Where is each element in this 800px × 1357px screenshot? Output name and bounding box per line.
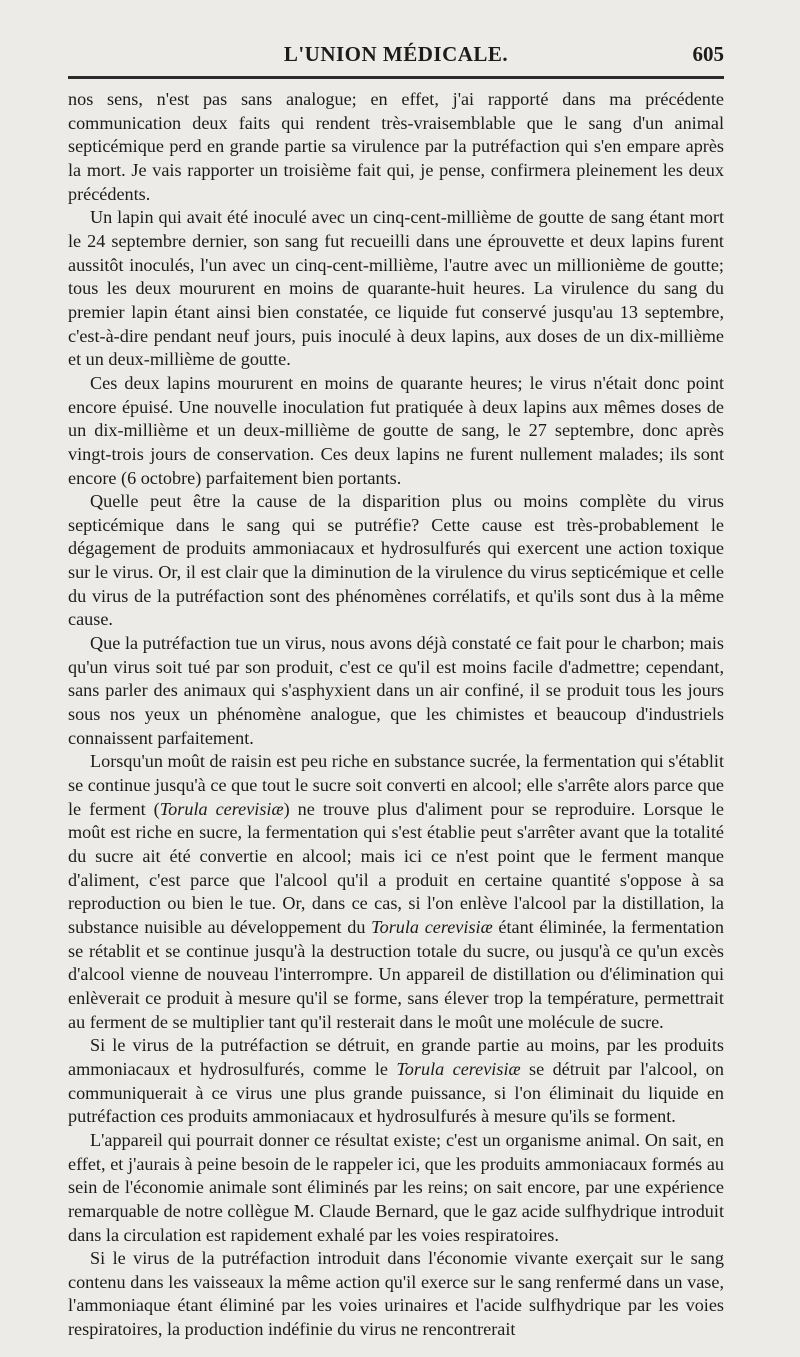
paragraph-8 <box>68 1129 724 1247</box>
text-run: Quelle peut être la cause de la disparition plus ou moins complète du virus septicémique dans le sang qui se putréfie? Cette cause est très-probablement le dégagement de produits ammoniacaux et hydrosulfurés qui exercent une action toxique sur le virus. Or, il est clair que la diminution de la virulence du virus septicémique et celle du virus de la putréfaction sont des phénomènes corrélatifs, et qu'ils sont dus à la même cause. <box>68 491 724 630</box>
text-run: nos sens, n'est pas sans analogue; en effet, j'ai rapporté dans ma précédente communication deux faits qui rendent très-vraisemblable que le sang d'un animal septicémique perd en grande partie sa virulence par la putréfaction qui s'en empare après la mort. Je vais rapporter un troisième fait qui, je pense, confirmera pleinement les deux précédents. <box>68 89 724 204</box>
species-name-italic: Torula cerevisiæ <box>396 1058 521 1079</box>
paragraph-7 <box>68 1034 724 1129</box>
text-run: Un lapin qui avait été inoculé avec un cinq-cent-millième de goutte de sang étant mort le 24 septembre dernier, son sang fut recueilli dans une éprouvette et deux lapins furent aussitôt inoculés, l'un avec un cinq-cent-millième, l'autre avec un millionième de goutte; tous les deux moururent en moins de quarante-huit heures. La virulence du sang du premier lapin étant ainsi bien constatée, ce liquide fut conservé jusqu'au 13 septembre, c'est-à-dire pendant neuf jours, puis inoculé à deux lapins, aux doses de un dix-millième et un deux-millième de goutte. <box>68 207 724 370</box>
page-header <box>68 42 724 72</box>
text-run: se détruit par l'alcool, on communiquerait à ce virus une plus grande puissance, si l'on éliminait du liquide en putréfaction ces produits ammoniacaux et hydrosulfurés à mesure qu'ils se forment. <box>68 1058 724 1127</box>
text-run: Que la putréfaction tue un virus, nous avons déjà constaté ce fait pour le charbon; mais qu'un virus soit tué par son produit, c'est ce qu'il est moins facile d'admettre; cependant, sans parler des animaux qui s'asphyxient dans un air confiné, il se produit tous les jours sous nos yeux un phénomène analogue, que les chimistes et beaucoup d'industriels connaissent parfaitement. <box>68 633 724 748</box>
paragraph-6 <box>68 750 724 1034</box>
species-name-italic: Torula cerevisiæ <box>371 916 493 937</box>
header-rule <box>68 76 724 79</box>
text-run: L'appareil qui pourrait donner ce résultat existe; c'est un organisme animal. On sait, en effet, et j'aurais à peine besoin de le rappeler ici, que les produits ammoniacaux formés au sein de l'économie animale sont éliminés par les reins; on sait encore, par une expérience remarquable de notre collègue M. Claude Bernard, que le gaz acide sulfhydrique introduit dans la circulation est rapidement exhalé par les voies respiratoires. <box>68 1129 724 1245</box>
paragraph-1 <box>68 88 724 206</box>
paragraph-3 <box>68 372 724 490</box>
text-run: étant éliminée, la fermentation se rétablit et se continue jusqu'à la destruction totale du sucre, ou jusqu'à ce qu'un excès d'alcool vienne de nouveau l'interrompre. Un appareil de distillation ou d'élimination qui enlèverait ce produit à mesure qu'il se forme, sans élever trop la température, permettrait au ferment de se multiplier tant qu'il resterait dans le moût une molécule de sucre. <box>68 916 724 1032</box>
paragraph-2 <box>68 206 724 372</box>
text-run: Lorsqu'un moût de raisin est peu riche en substance sucrée, la fermentation qui s'établit se continue jusqu'à ce que tout le sucre soit converti en alcool; elle s'arrête alors parce que le ferment ( <box>68 751 724 819</box>
paragraph-9 <box>68 1247 724 1342</box>
species-name-italic: Torula cerevisiæ <box>159 798 284 819</box>
running-title: L'UNION MÉDICALE. <box>283 42 509 66</box>
body-text <box>68 88 724 1342</box>
text-run: Si le virus de la putréfaction introduit dans l'économie vivante exerçait sur le sang contenu dans les vaisseaux la même action qu'il exerce sur le sang renfermé dans un vase, l'ammoniaque étant éliminé par les voies urinaires et l'acide sulfhydrique par les voies respiratoires, la production indéfinie du virus ne rencontrerait <box>68 1248 724 1340</box>
paragraph-4 <box>68 490 724 632</box>
text-run: Ces deux lapins moururent en moins de quarante heures; le virus n'était donc point encore épuisé. Une nouvelle inoculation fut pratiquée à deux lapins aux mêmes doses de un dix-millième et un deux-millième de goutte de sang, le 27 septembre, donc après vingt-trois jours de conservation. Ces deux lapins ne furent nullement malades; ils sont encore (6 octobre) parfaitement bien portants. <box>68 372 724 488</box>
text-run: Si le virus de la putréfaction se détruit, en grande partie au moins, par les produits ammoniacaux et hydrosulfurés, comme le <box>68 1035 724 1079</box>
text-run: ) ne trouve plus d'aliment pour se reproduire. Lorsque le moût est riche en sucre, la fermentation qui s'est établie peut s'arrêter avant que la totalité du sucre ait été convertie en alcool; mais ici ce n'est point que le ferment manque d'aliment, c'est parce que l'alcool qu'il a produit en certaine quantité s'oppose à sa reproduction ou bien le tue. Or, dans ce cas, si l'on enlève l'alcool par la distillation, la substance nuisible au développement du <box>68 798 725 937</box>
page-number: 605 <box>692 42 724 66</box>
paragraph-5 <box>68 632 724 750</box>
